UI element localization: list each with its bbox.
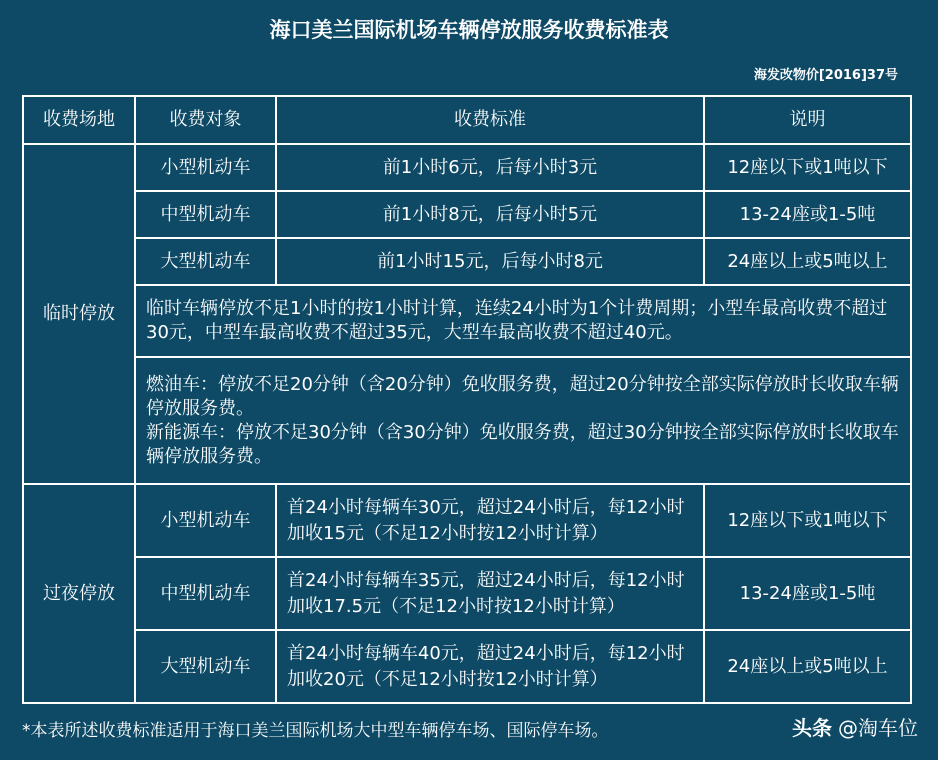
standard-cell: 前1小时8元，后每小时5元 bbox=[276, 191, 704, 238]
note-cell: 13-24座或1-5吨 bbox=[704, 557, 911, 630]
object-cell: 小型机动车 bbox=[135, 484, 276, 557]
table-row bbox=[23, 238, 911, 285]
header-object: 收费对象 bbox=[135, 96, 276, 144]
table-header-row bbox=[23, 96, 911, 144]
table-row bbox=[23, 484, 911, 557]
header-site: 收费场地 bbox=[23, 96, 135, 144]
rule-cap-cell: 临时车辆停放不足1小时的按1小时计算，连续24小时为1个计费周期；小型车最高收费不超过30元，中型车最高收费不超过35元，大型车最高收费不超过40元。 bbox=[135, 285, 911, 357]
watermark-brand: 头条 bbox=[792, 716, 832, 740]
header-note: 说明 bbox=[704, 96, 911, 144]
rule-free-period-cell bbox=[135, 357, 911, 484]
table-row bbox=[23, 144, 911, 191]
fee-table bbox=[22, 95, 912, 704]
standard-cell: 首24小时每辆车35元，超过24小时后，每12小时加收17.5元（不足12小时按12小时计算） bbox=[276, 557, 704, 630]
table-row bbox=[23, 557, 911, 630]
note-cell: 12座以下或1吨以下 bbox=[704, 484, 911, 557]
watermark-handle: @淘车位 bbox=[838, 716, 918, 740]
table-row bbox=[23, 357, 911, 484]
site-temporary: 临时停放 bbox=[23, 144, 135, 484]
table-row bbox=[23, 191, 911, 238]
object-cell: 大型机动车 bbox=[135, 630, 276, 703]
site-overnight: 过夜停放 bbox=[23, 484, 135, 703]
note-cell: 24座以上或5吨以上 bbox=[704, 630, 911, 703]
header-standard: 收费标准 bbox=[276, 96, 704, 144]
note-cell: 24座以上或5吨以上 bbox=[704, 238, 911, 285]
standard-cell: 首24小时每辆车40元，超过24小时后，每12小时加收20元（不足12小时按12小时计算） bbox=[276, 630, 704, 703]
table-row bbox=[23, 285, 911, 357]
page-title: 海口美兰国际机场车辆停放服务收费标准表 bbox=[269, 18, 669, 42]
object-cell: 大型机动车 bbox=[135, 238, 276, 285]
document-number: 海发改物价[2016]37号 bbox=[753, 68, 898, 83]
standard-cell: 前1小时6元，后每小时3元 bbox=[276, 144, 704, 191]
footnote: *本表所述收费标准适用于海口美兰国际机场大中型车辆停车场、国际停车场。 bbox=[22, 721, 609, 741]
note-cell: 12座以下或1吨以下 bbox=[704, 144, 911, 191]
watermark bbox=[792, 712, 918, 741]
rule-ev-text: 新能源车：停放不足30分钟（含30分钟）免收服务费，超过30分钟按全部实际停放时长收取车辆停放服务费。 bbox=[146, 421, 899, 467]
standard-cell: 首24小时每辆车30元，超过24小时后，每12小时加收15元（不足12小时按12小时计算） bbox=[276, 484, 704, 557]
object-cell: 中型机动车 bbox=[135, 557, 276, 630]
object-cell: 中型机动车 bbox=[135, 191, 276, 238]
table-row bbox=[23, 630, 911, 703]
standard-cell: 前1小时15元，后每小时8元 bbox=[276, 238, 704, 285]
rule-fuel-text: 燃油车：停放不足20分钟（含20分钟）免收服务费，超过20分钟按全部实际停放时长收取车辆停放服务费。 bbox=[146, 373, 899, 419]
object-cell: 小型机动车 bbox=[135, 144, 276, 191]
note-cell: 13-24座或1-5吨 bbox=[704, 191, 911, 238]
